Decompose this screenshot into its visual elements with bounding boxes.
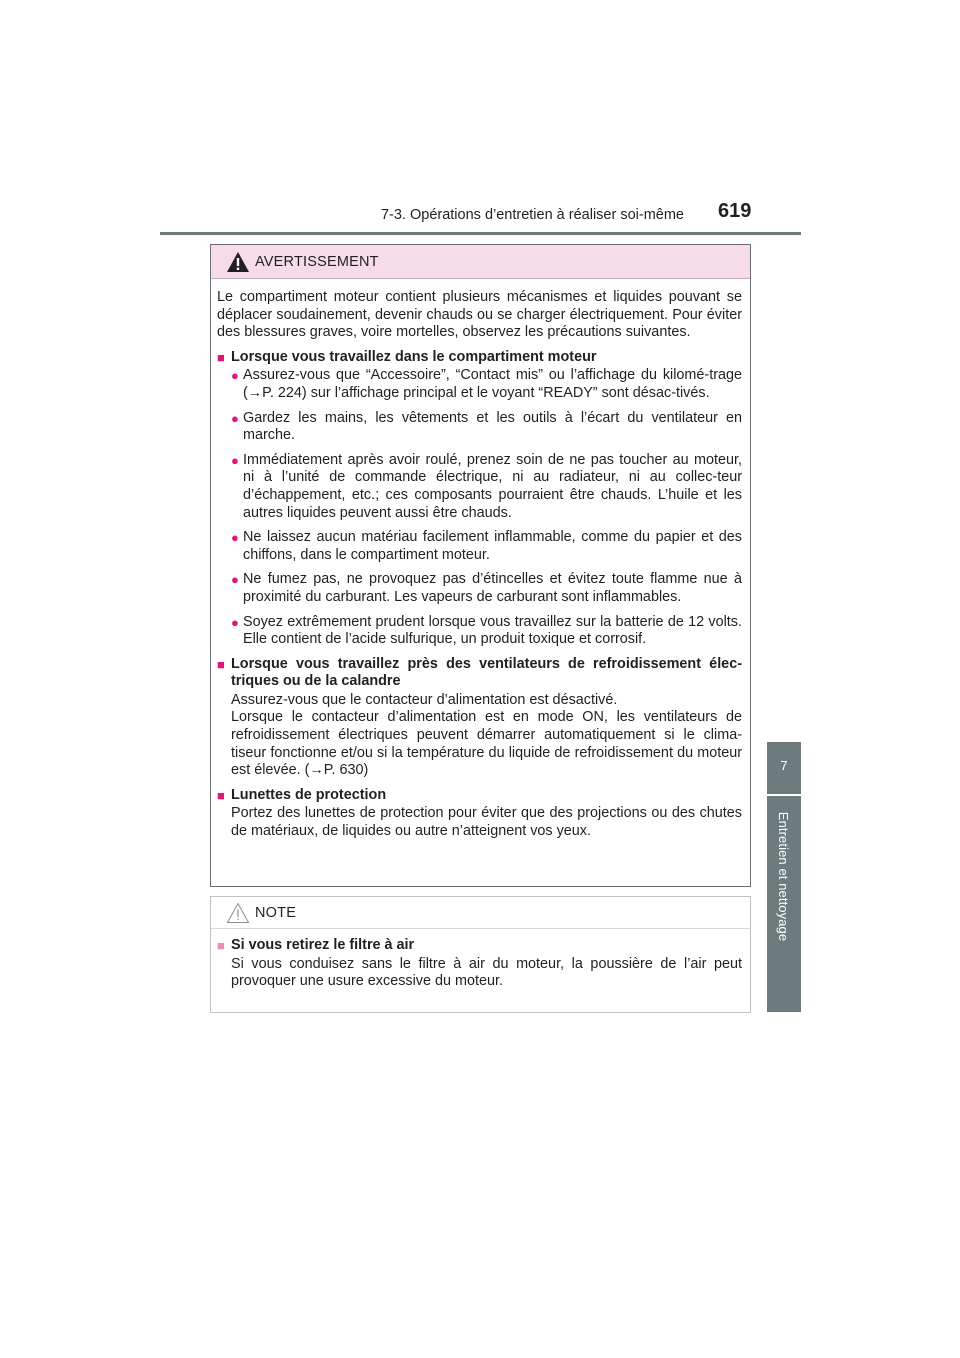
- list-item-text: Gardez les mains, les vêtements et les outils à l’écart du ventilateur en marche.: [243, 409, 742, 444]
- section-paragraph: Lorsque le contacteur d’alimentation est en mode ON, les ventilateurs de refroidissement électriques peuvent démarrer automatiquement si le clima-tiseur fonctionne et/ou si la température du liquide de refroidissement du moteur est élevée. (→P. 630): [231, 709, 742, 779]
- chapter-title-vertical: [770, 800, 798, 952]
- list-item-text: Ne laissez aucun matériau facilement inflammable, comme du papier et des chiffons, dans le compartiment moteur.: [243, 529, 742, 563]
- heading-text: Lorsque vous travaillez près des ventilateurs de refroidissement élec-triques ou de la calandre: [231, 655, 742, 690]
- warning-title: AVERTISSEMENT: [255, 254, 379, 270]
- chapter-number-box: [767, 742, 801, 794]
- list-item-text: Soyez extrêmement prudent lorsque vous travaillez sur la batterie de 12 volts. Elle contient de l’acide sulfurique, un produit toxique et corrosif.: [243, 613, 742, 648]
- note-box: [210, 896, 751, 1013]
- section-paragraph: Portez des lunettes de protection pour éviter que des projections ou des chutes de matériaux, de liquides ou autre n’atteignent vos yeux.: [231, 805, 742, 840]
- warning-body: [211, 279, 750, 841]
- chapter-separator: [767, 794, 801, 796]
- note-body: [211, 929, 750, 991]
- page-number: 619: [718, 200, 752, 222]
- note-heading: [217, 937, 742, 955]
- section-title: 7-3. Opérations d’entretien à réaliser soi-même: [380, 207, 684, 223]
- section-paragraph: Assurez-vous que le contacteur d’alimentation est désactivé.: [231, 691, 618, 708]
- note-title: NOTE: [255, 905, 297, 921]
- list-item: [217, 410, 742, 445]
- page-header: [0, 0, 960, 240]
- square-bullet-icon: ■: [217, 938, 225, 953]
- list-item: [217, 367, 742, 402]
- header-rule: [160, 232, 801, 235]
- dot-bullet-icon: ●: [231, 530, 239, 546]
- list-item: [217, 529, 742, 564]
- dot-bullet-icon: ●: [231, 452, 239, 468]
- heading-text: Si vous retirez le filtre à air: [231, 937, 415, 953]
- chapter-title: Entretien et nettoyage: [776, 811, 792, 941]
- dot-bullet-icon: ●: [231, 614, 239, 630]
- warning-section-heading: [217, 787, 742, 805]
- warning-section-heading: [217, 656, 742, 691]
- square-bullet-icon: ■: [217, 656, 225, 672]
- list-item-text: Ne fumez pas, ne provoquez pas d’étincelles et évitez toute flamme nue à proximité du carburant. Les vapeurs de carburant sont inflammables.: [243, 571, 742, 605]
- chapter-number: 7: [780, 758, 788, 773]
- warning-triangle-icon: [226, 251, 250, 273]
- warning-intro: Le compartiment moteur contient plusieurs mécanismes et liquides pouvant se déplacer soudainement, devenir chauds ou se charger électriquement. Pour éviter des blessures graves, voire mortelles, observez les précautions suivantes.: [217, 289, 742, 341]
- note-paragraph: Si vous conduisez sans le filtre à air du moteur, la poussière de l’air peut provoquer une usure excessive du moteur.: [231, 955, 742, 990]
- square-bullet-icon: ■: [217, 349, 225, 365]
- dot-bullet-icon: ●: [231, 368, 239, 384]
- dot-bullet-icon: ●: [231, 410, 239, 426]
- note-header: [211, 897, 750, 929]
- list-item-text: Assurez-vous que “Accessoire”, “Contact mis” ou l’affichage du kilomé-trage (→P. 224) sur l’affichage principal et le voyant “READY” sont désac-tivés.: [243, 367, 742, 401]
- list-item: [217, 614, 742, 649]
- caution-triangle-outline-icon: [226, 902, 250, 924]
- list-item: [217, 571, 742, 606]
- list-item: [217, 452, 742, 522]
- heading-text: Lorsque vous travaillez dans le compartiment moteur: [231, 348, 597, 365]
- warning-box: [210, 244, 751, 887]
- heading-text: Lunettes de protection: [231, 786, 387, 803]
- dot-bullet-icon: ●: [231, 572, 239, 588]
- warning-section-heading: [217, 349, 742, 367]
- square-bullet-icon: ■: [217, 787, 225, 803]
- list-item-text: Immédiatement après avoir roulé, prenez soin de ne pas toucher au moteur, ni à l’unité de commande électrique, ni au radiateur, ni au collec-teur d’échappement, etc.; ces composants pourraient être chauds. L’huile et les autres liquides peuvent aussi être chauds.: [243, 451, 742, 521]
- warning-header: [211, 245, 750, 279]
